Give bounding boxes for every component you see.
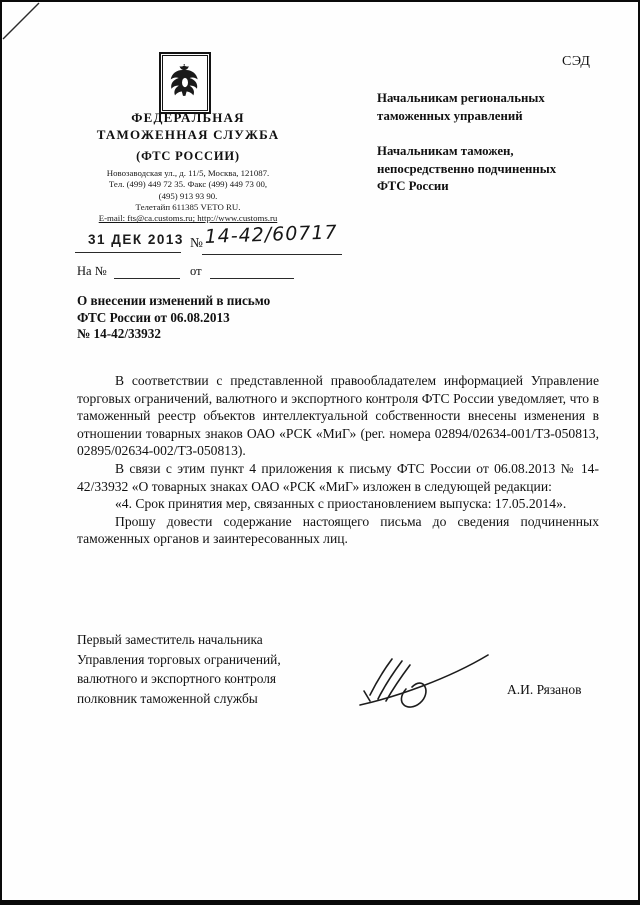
reference-number-label: На № <box>77 264 107 278</box>
recipients-block-1 <box>377 90 602 125</box>
recipient-line: ФТС России <box>377 179 449 193</box>
phone-line2: (495) 913 93 90. <box>158 190 218 201</box>
emblem-inner-frame <box>162 55 208 111</box>
signer-title-block <box>77 630 337 708</box>
recipients-block-2 <box>377 143 602 196</box>
outgoing-number-handwritten: 14-42/60717 <box>204 221 338 248</box>
body-paragraph-4: Прошу довести содержание настоящего письма до сведения подчиненных таможенных органов и заинтересованных лиц. <box>77 513 599 547</box>
subject-line: О внесении изменений в письмо <box>77 293 271 308</box>
date-underline <box>75 252 181 253</box>
number-sign-label: № <box>190 235 203 250</box>
sed-label: СЭД <box>562 54 591 69</box>
reference-number-underline <box>114 278 180 279</box>
recipient-line: Начальникам таможен, <box>377 144 514 158</box>
body-paragraph-3: «4. Срок принятия мер, связанных с приостановлением выпуска: 17.05.2014». <box>115 496 567 512</box>
signer-title-line: валютного и экспортного контроля <box>77 671 277 686</box>
subject-block <box>77 293 357 343</box>
date-stamp: 31 ДЕК 2013 <box>88 232 184 247</box>
phone-line: Тел. (499) 449 72 35. Факс (499) 449 73 00, <box>108 179 268 190</box>
reference-from-label: от <box>190 264 202 278</box>
letterhead-address-block <box>57 168 319 224</box>
number-underline <box>202 254 342 255</box>
org-name-line2: ТАМОЖЕННАЯ СЛУЖБА <box>96 127 280 142</box>
reference-date-underline <box>210 278 294 279</box>
subject-line: № 14-42/33932 <box>77 326 161 341</box>
signer-title-line: Первый заместитель начальника <box>77 632 263 647</box>
address-line: Новозаводская ул., д. 11/5, Москва, 121087. <box>106 168 270 178</box>
emblem-box <box>159 52 211 114</box>
handwritten-signature-icon <box>354 647 494 717</box>
letterhead-org-block <box>57 109 319 165</box>
recipient-line: непосредственно подчиненных <box>377 161 557 176</box>
teletype-line: Телетайп 611385 VETO RU. <box>135 201 241 212</box>
letter-body <box>77 372 599 548</box>
body-paragraph-1: В соответствии с представленной правообладателем информацией Управление торговых ограничений, валютного и экспортного контроля ФТС России уведомляет, что в таможенный реестр объектов интеллектуальной собственности внесены изменения в отношении товарных знаков ОАО «РСК «МиГ» (рег. номера 02894/02634-001/ТЗ-050813, 02895/02634-002/ТЗ-050813). <box>77 373 599 459</box>
recipient-line: Начальникам региональных <box>377 91 545 105</box>
signer-title-line: полковник таможенной службы <box>77 690 258 706</box>
body-paragraph-2: В связи с этим пункт 4 приложения к письму ФТС России от 06.08.2013 № 14-42/33932 «О товарных знаках ОАО «РСК «МиГ» изложен в следующей редакции: <box>77 460 599 494</box>
signer-title-line: Управления торговых ограничений, <box>77 651 281 667</box>
org-name-line3: (ФТС РОССИИ) <box>136 149 240 163</box>
recipient-line: таможенных управлений <box>377 108 523 123</box>
scan-corner-fold-line <box>2 2 44 44</box>
double-headed-eagle-icon <box>165 58 205 108</box>
signer-name: А.И. Рязанов <box>507 682 582 697</box>
subject-line: ФТС России от 06.08.2013 <box>77 309 230 325</box>
email-line: E-mail: fts@ca.customs.ru; http://www.customs.ru <box>98 213 278 224</box>
org-name-line1: ФЕДЕРАЛЬНАЯ <box>131 110 245 125</box>
